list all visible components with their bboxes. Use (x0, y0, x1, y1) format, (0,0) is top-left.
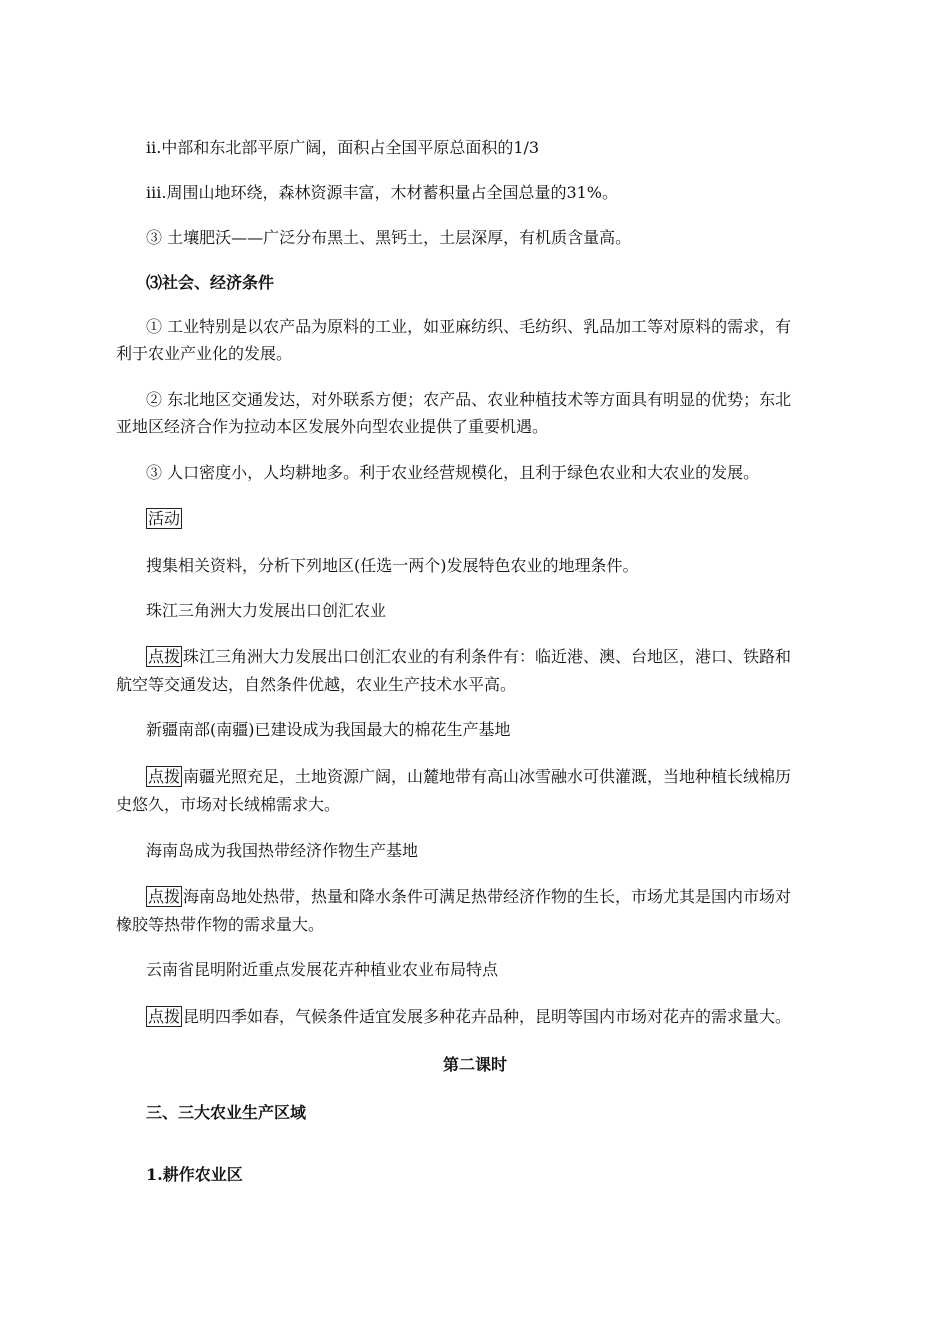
text-line: 搜集相关资料，分析下列地区(任选一两个)发展特色农业的地理条件。 (146, 556, 639, 575)
question-line: 云南省昆明附近重点发展花卉种植业农业布局特点 (146, 960, 499, 979)
tip-label: 点拨 (148, 1007, 181, 1026)
tip-text: 南疆光照充足，土地资源广阔，山麓地带有高山冰雪融水可供灌溉，当地种植长绒棉历 (183, 767, 792, 786)
tip-text: 昆明四季如春，气候条件适宜发展多种花卉品种，昆明等国内市场对花卉的需求量大。 (183, 1007, 792, 1026)
text-line: ② 东北地区交通发达，对外联系方便；农产品、农业种植技术等方面具有明显的优势；东北 (146, 390, 792, 409)
activity-label: 活动 (148, 509, 181, 528)
section-heading: ⑶社会、经济条件 (146, 273, 275, 292)
question-line: 海南岛成为我国热带经济作物生产基地 (146, 841, 419, 860)
tip-line (146, 883, 826, 911)
text-line: ③ 人口密度小，人均耕地多。利于农业经营规模化，且利于绿色农业和大农业的发展。 (146, 463, 760, 482)
text-line: 亚地区经济合作为拉动本区发展外向型农业提供了重要机遇。 (116, 417, 549, 436)
tip-line (146, 643, 826, 671)
tip-line (146, 1003, 826, 1031)
tip-text: 海南岛地处热带，热量和降水条件可满足热带经济作物的生长，市场尤其是国内市场对 (183, 887, 792, 906)
section-heading: 三、三大农业生产区域 (146, 1103, 307, 1122)
tip-label: 点拨 (148, 767, 181, 786)
text-line: 利于农业产业化的发展。 (116, 344, 293, 363)
text-line: 航空等交通发达，自然条件优越，农业生产技术水平高。 (116, 675, 517, 694)
subsection-heading: 1.耕作农业区 (146, 1165, 243, 1184)
text-line: ⅱ.中部和东北部平原广阔，面积占全国平原总面积的1/3 (146, 138, 540, 157)
tip-label: 点拨 (148, 647, 181, 666)
question-line: 珠江三角洲大力发展出口创汇农业 (146, 601, 387, 620)
question-line: 新疆南部(南疆)已建设成为我国最大的棉花生产基地 (146, 720, 511, 739)
tip-label: 点拨 (148, 887, 181, 906)
tip-text: 珠江三角洲大力发展出口创汇农业的有利条件有：临近港、澳、台地区，港口、铁路和 (183, 647, 792, 666)
text-line: ③ 土壤肥沃——广泛分布黑土、黑钙土，土层深厚，有机质含量高。 (146, 228, 632, 247)
activity-label-line (146, 505, 826, 533)
tip-line (146, 763, 826, 791)
lesson-title: 第二课时 (442, 1055, 507, 1074)
text-line: ① 工业特别是以农产品为原料的工业，如亚麻纺织、毛纺织、乳品加工等对原料的需求，有 (146, 317, 792, 336)
text-line: 史悠久，市场对长绒棉需求大。 (116, 795, 341, 814)
text-line: 橡胶等热带作物的需求量大。 (116, 915, 325, 934)
text-line: ⅲ.周围山地环绕，森林资源丰富，木材蓄积量占全国总量的31%。 (146, 183, 619, 202)
